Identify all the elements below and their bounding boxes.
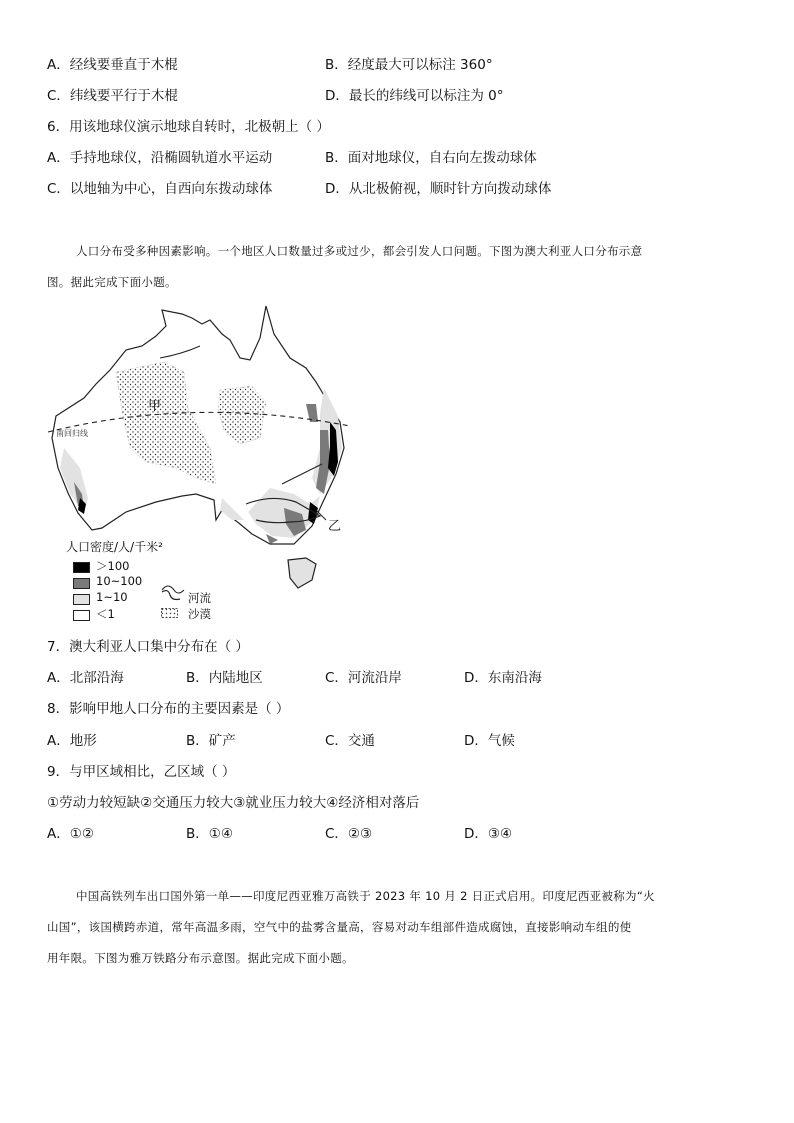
desert-legend-icon: [161, 608, 179, 619]
q9-option-b: B．①④: [186, 826, 233, 842]
q7-option-c: C．河流沿岸: [325, 670, 402, 686]
intro2-line3: 用年限。下图为雅万铁路分布示意图。据此完成下面小题。: [47, 951, 354, 965]
q5-option-d: D．最长的纬线可以标注为 0°: [325, 88, 504, 104]
region-yi-label: 乙: [328, 519, 342, 534]
legend-label-lt1: ＜1: [96, 607, 115, 621]
q9-statements: ①劳动力较短缺②交通压力较大③就业压力较大④经济相对落后: [47, 795, 420, 811]
q5-option-a: A．经线要垂直于木棍: [47, 57, 178, 73]
legend-label-river: 河流: [188, 591, 211, 605]
legend-swatch-1-10: [73, 594, 90, 605]
intro2-line1: 中国高铁列车出口国外第一单——印度尼西亚雅万高铁于 2023 年 10 月 2 日正式启用。印度尼西亚被称为“火: [76, 889, 655, 903]
legend-label-gt100: ＞100: [96, 559, 130, 573]
q8-option-c: C．交通: [325, 733, 375, 749]
q6-option-a: A．手持地球仪，沿椭圆轨道水平运动: [47, 150, 273, 166]
q9-option-c: C．②③: [325, 826, 373, 842]
legend-swatch-10-100: [73, 578, 90, 589]
q6-stem: 6．用该地球仪演示地球自转时，北极朝上（ ）: [47, 119, 330, 135]
tropic-label: 南回归线: [56, 429, 88, 438]
q8-option-a: A．地形: [47, 733, 97, 749]
q7-stem: 7．澳大利亚人口集中分布在（ ）: [47, 639, 249, 655]
q7-option-a: A．北部沿海: [47, 670, 124, 686]
legend-swatch-lt1: [73, 610, 90, 621]
q9-option-d: D．③④: [464, 826, 513, 842]
legend-title: 人口密度/人/千米²: [66, 540, 163, 554]
q9-option-a: A．①②: [47, 826, 94, 842]
legend-swatch-gt100: [73, 562, 90, 573]
q8-stem: 8．影响甲地人口分布的主要因素是（ ）: [47, 701, 290, 717]
intro1-line1: 人口分布受多种因素影响。一个地区人口数量过多或过少，都会引发人口问题。下图为澳大利亚人口分布示意: [76, 244, 643, 258]
q8-option-d: D．气候: [464, 733, 515, 749]
region-jia-label: 甲: [148, 399, 162, 414]
legend-label-1-10: 1~10: [96, 590, 128, 604]
q8-option-b: B．矿产: [186, 733, 236, 749]
q7-option-d: D．东南沿海: [464, 670, 542, 686]
q6-option-b: B．面对地球仪，自右向左拨动球体: [325, 150, 537, 166]
q6-option-d: D．从北极俯视，顺时针方向拨动球体: [325, 181, 552, 197]
intro2-line2: 山国”，该国横跨赤道，常年高温多雨，空气中的盐雾含量高，容易对动车组部件造成腐蚀，直接影响动车组的使: [47, 920, 632, 934]
legend-label-10-100: 10~100: [96, 574, 143, 588]
q7-option-b: B．内陆地区: [186, 670, 263, 686]
legend-label-desert: 沙漠: [188, 607, 211, 621]
q9-stem: 9．与甲区域相比，乙区域（ ）: [47, 764, 236, 780]
q5-option-c: C．纬线要平行于木棍: [47, 88, 178, 104]
q6-option-c: C．以地轴为中心，自西向东拨动球体: [47, 181, 273, 197]
intro1-line2: 图。据此完成下面小题。: [47, 275, 177, 289]
tasmania-outline: [288, 558, 316, 588]
river-legend-icon: [160, 589, 182, 603]
q5-option-b: B．经度最大可以标注 360°: [325, 57, 493, 73]
